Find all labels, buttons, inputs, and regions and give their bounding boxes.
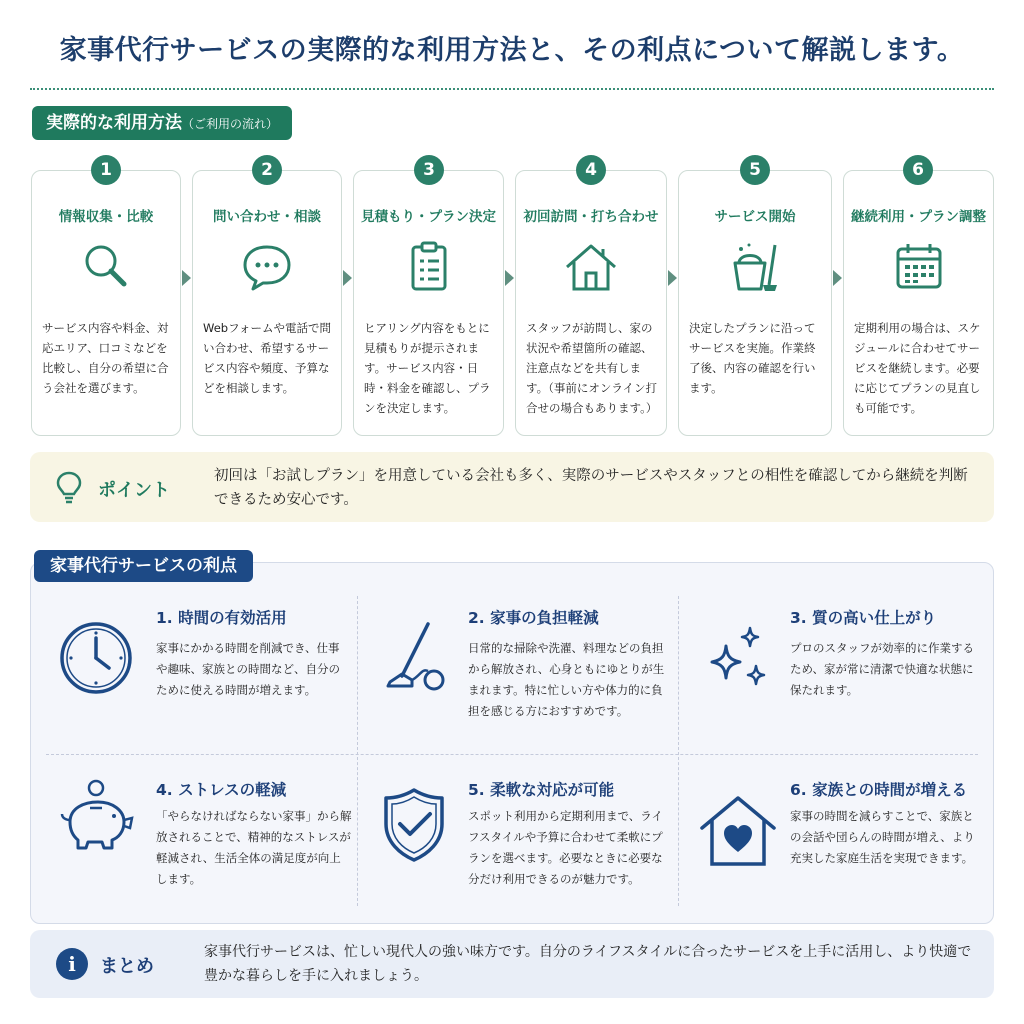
step-number-6: 6 (903, 155, 933, 185)
step-number-3: 3 (414, 155, 444, 185)
step-title: 問い合わせ・相談 (213, 209, 321, 225)
step-text: 定期利用の場合は、スケジュールに合わせてサービスを継続します。必要に応じてプランの見直しも可能です。 (854, 321, 981, 415)
benefit-title: 1. 時間の有効活用 (156, 609, 287, 627)
step-arrow (505, 270, 514, 286)
step-title: サービス開始 (714, 209, 796, 225)
house-icon (561, 237, 621, 297)
row-divider (46, 754, 978, 755)
chat-bubble-icon (237, 237, 297, 297)
step-card-1 (31, 170, 181, 436)
heart-house-icon (698, 792, 778, 872)
benefits-section-label: 家事代行サービスの利点 (34, 550, 253, 582)
step-number-4: 4 (576, 155, 606, 185)
column-divider (357, 596, 358, 906)
page-title: 家事代行サービスの実際的な利用方法と、その利点について解説します。 (59, 35, 965, 66)
piggy-bank-icon (56, 778, 136, 858)
summary-box (30, 930, 994, 998)
title-divider (30, 88, 994, 90)
benefit-title: 6. 家族との時間が増える (790, 781, 968, 799)
step-card-2 (192, 170, 342, 436)
step-card-6 (843, 170, 994, 436)
flow-section-label (32, 106, 292, 140)
step-arrow (182, 270, 191, 286)
flow-label: 実際的な利用方法 (46, 113, 182, 133)
clock-icon (56, 618, 136, 698)
step-number-5: 5 (740, 155, 770, 185)
benefit-text: 家事の時間を減らすことで、家族との会話や団らんの時間が増え、より充実した家庭生活を実現できます。 (790, 809, 975, 865)
step-title: 見積もり・プラン決定 (361, 209, 496, 225)
step-arrow (833, 270, 842, 286)
column-divider (678, 596, 679, 906)
step-number-2: 2 (252, 155, 282, 185)
step-title: 情報収集・比較 (58, 209, 154, 225)
benefit-text: プロのスタッフが効率的に作業するため、家が常に清潔で快適な状態に保たれます。 (790, 641, 974, 697)
step-card-5 (678, 170, 832, 436)
clipboard-icon (399, 237, 459, 297)
step-text: ヒアリング内容をもとに見積もりが提示されます。サービス内容・日時・料金を確認し、プランを決定します。 (364, 321, 491, 415)
benefit-title: 4. ストレスの軽減 (156, 781, 287, 799)
step-title: 継続利用・プラン調整 (851, 209, 986, 225)
vacuum-cleaner-icon (376, 618, 456, 698)
shield-check-icon (374, 784, 454, 864)
info-icon: i (56, 948, 88, 980)
calendar-icon (889, 237, 949, 297)
benefit-text: 日常的な掃除や洗濯、料理などの負担から解放され、心身ともにゆとりが生まれます。特に忙しい方や体力的に負担を感じる方におすすめです。 (468, 641, 665, 718)
flow-label-sub: （ご利用の流れ） (182, 117, 279, 131)
point-box (30, 452, 994, 522)
step-text: スタッフが訪問し、家の状況や希望箇所の確認、注意点などを共有します。（事前にオンライン打合せの場合もあります。） (526, 321, 658, 415)
sparkle-icon (700, 620, 780, 700)
benefit-text: 家事にかかる時間を削減でき、仕事や趣味、家族との時間など、自分のために使える時間が増えます。 (156, 641, 340, 697)
point-text: 初回は「お試しプラン」を用意している会社も多く、実際のサービスやスタッフとの相性を確認してから継続を判断できるため安心です。 (214, 468, 968, 508)
step-arrow (343, 270, 352, 286)
magnifier-icon (76, 237, 136, 297)
bucket-mop-icon (725, 237, 785, 297)
step-text: Webフォームや電話で問い合わせ、希望するサービス内容や頻度、予算などを相談します。 (203, 321, 331, 395)
benefit-title: 5. 柔軟な対応が可能 (468, 781, 615, 799)
summary-label: まとめ (100, 956, 154, 977)
step-text: サービス内容や料金、対応エリア、口コミなどを比較し、自分の希望に合う会社を選びます。 (42, 321, 169, 395)
step-number-1: 1 (91, 155, 121, 185)
benefit-title: 3. 質の高い仕上がり (790, 609, 937, 627)
step-card-3 (353, 170, 504, 436)
benefit-text: 「やらなければならない家事」から解放されることで、精神的なストレスが軽減され、生活全体の満足度が向上します。 (156, 809, 352, 886)
step-arrow (668, 270, 677, 286)
benefit-text: スポット利用から定期利用まで、ライフスタイルや予算に合わせて柔軟にプランを選べます。必要なときに必要な分だけ利用できるのが魅力です。 (468, 809, 663, 886)
step-text: 決定したプランに沿ってサービスを実施。作業終了後、内容の確認を行います。 (689, 321, 816, 395)
benefit-title: 2. 家事の負担軽減 (468, 609, 599, 627)
step-title: 初回訪問・打ち合わせ (523, 209, 659, 225)
lightbulb-icon (54, 470, 84, 504)
point-label: ポイント (98, 480, 170, 501)
summary-text: 家事代行サービスは、忙しい現代人の強い味方です。自分のライフスタイルに合ったサービスを上手に活用し、より快適で豊かな暮らしを手に入れましょう。 (204, 944, 972, 984)
step-card-4 (515, 170, 667, 436)
